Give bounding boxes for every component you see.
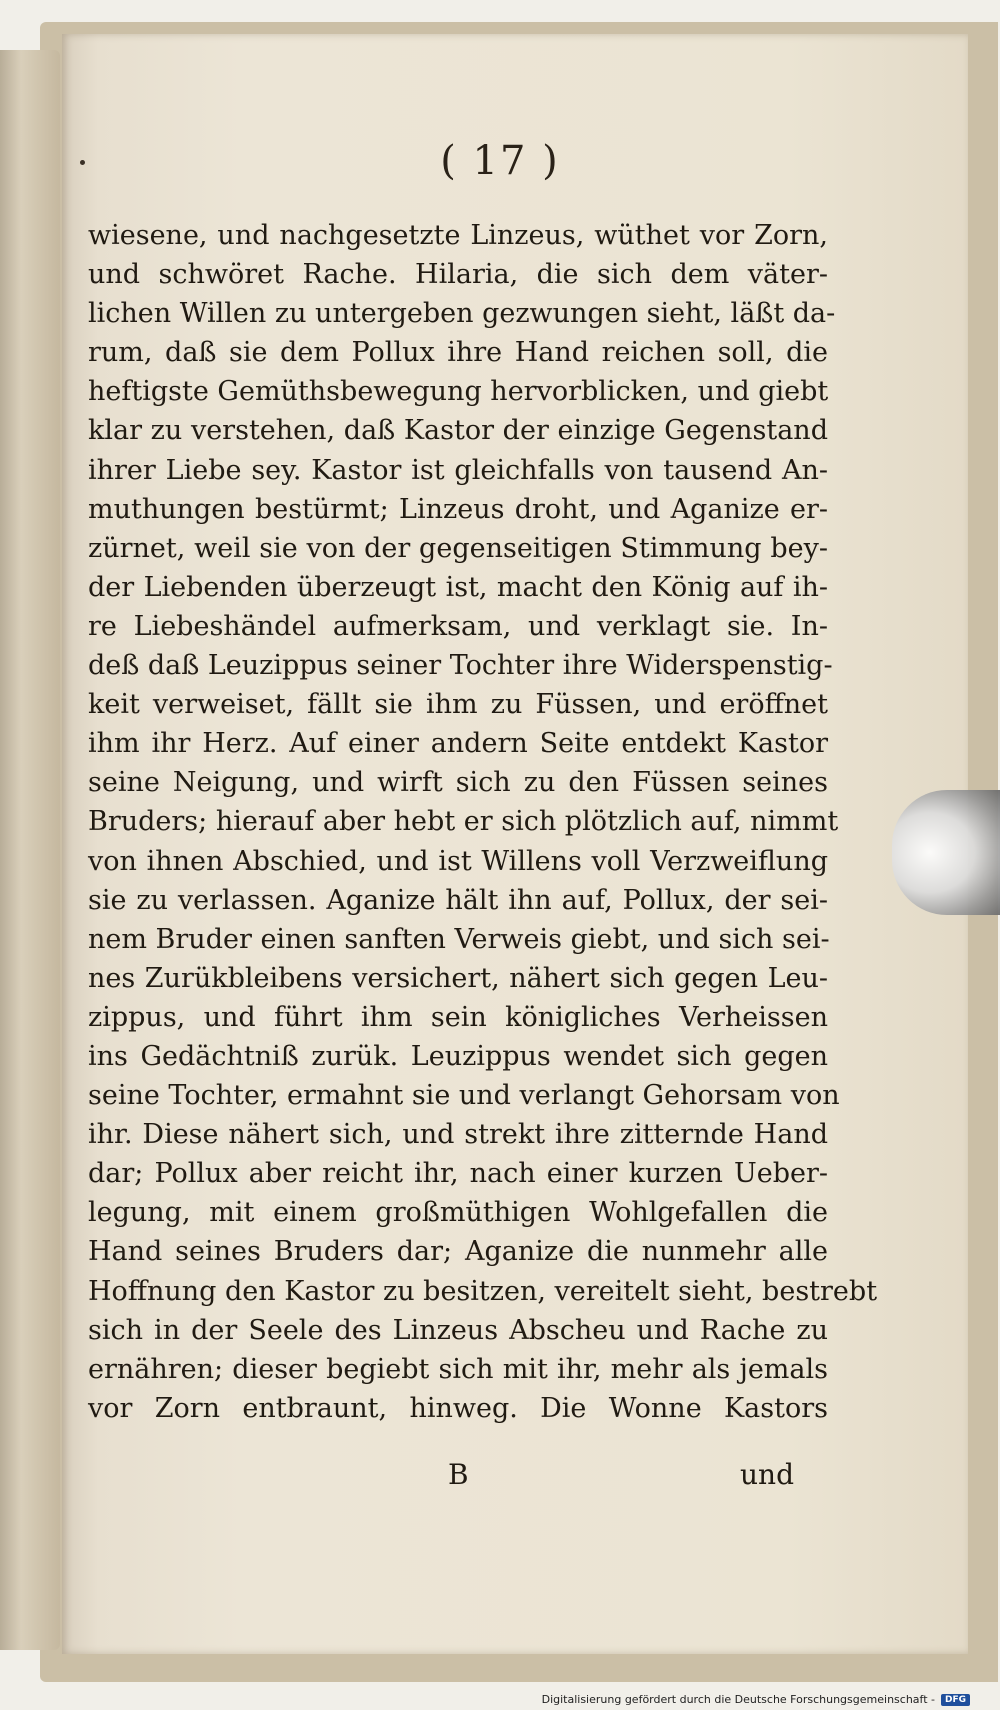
text-line: seine Neigung, und wirft sich zu den Füssen seines — [88, 767, 828, 799]
text-line: dar; Pollux aber reicht ihr, nach einer kurzen Ueber- — [88, 1158, 828, 1190]
body-text — [88, 216, 878, 1428]
dfg-logo-icon: DFG — [941, 1694, 970, 1706]
text-line: ihm ihr Herz. Auf einer andern Seite entdekt Kastor — [88, 728, 828, 760]
text-line: Hand seines Bruders dar; Aganize die nunmehr alle — [88, 1236, 828, 1268]
text-line: zippus, und führt ihm sein königliches Verheissen — [88, 1001, 828, 1033]
text-line: ernähren; dieser begiebt sich mit ihr, mehr als jemals — [88, 1353, 828, 1385]
signature-mark: B — [448, 1458, 469, 1491]
text-line: re Liebeshändel aufmerksam, und verklagt sie. In- — [88, 610, 828, 642]
footer-credit: Digitalisierung gefördert durch die Deutsche Forschungsgemeinschaft - — [541, 1693, 935, 1706]
text-line: nes Zurükbleibens versichert, nähert sich gegen Leu- — [88, 962, 828, 994]
text-line: ins Gedächtniß zurük. Leuzippus wendet sich gegen — [88, 1040, 828, 1072]
page-number: ( 17 ) — [440, 138, 560, 184]
text-line: ihr. Diese nähert sich, und strekt ihre zitternde Hand — [88, 1119, 828, 1151]
text-line: lichen Willen zu untergeben gezwungen sieht, läßt da- — [88, 298, 836, 330]
text-line: zürnet, weil sie von der gegenseitigen Stimmung bey- — [88, 532, 828, 564]
text-line: seine Tochter, ermahnt sie und verlangt Gehorsam von — [88, 1080, 840, 1112]
facing-page-edge — [0, 50, 60, 1650]
digitization-footer — [542, 1693, 970, 1706]
text-line: vor Zorn entbraunt, hinweg. Die Wonne Kastors — [88, 1392, 828, 1424]
text-line: Hoffnung den Kastor zu besitzen, vereitelt sieht, bestrebt — [88, 1275, 878, 1307]
text-line: legung, mit einem großmüthigen Wohlgefallen die — [88, 1197, 828, 1229]
text-line: sich in der Seele des Linzeus Abscheu und Rache zu — [88, 1314, 828, 1346]
text-line: heftigste Gemüthsbewegung hervorblicken, und giebt — [88, 376, 829, 408]
text-line: der Liebenden überzeugt ist, macht den König auf ih- — [88, 571, 828, 603]
text-line: sie zu verlassen. Aganize hält ihn auf, Pollux, der sei- — [88, 884, 828, 916]
text-line: deß daß Leuzippus seiner Tochter ihre Widerspenstig- — [88, 650, 833, 682]
catchword: und — [740, 1458, 794, 1491]
text-line: nem Bruder einen sanften Verweis giebt, und sich sei- — [88, 923, 830, 955]
text-line: klar zu verstehen, daß Kastor der einzige Gegenstand — [88, 415, 828, 447]
text-line: keit verweiset, fällt sie ihm zu Füssen, und eröffnet — [88, 689, 828, 721]
text-line: von ihnen Abschied, und ist Willens voll Verzweiflung — [88, 845, 828, 877]
text-line: ihrer Liebe sey. Kastor ist gleichfalls von tausend An- — [88, 454, 828, 486]
text-line: wiesene, und nachgesetzte Linzeus, wüthet vor Zorn, — [88, 220, 828, 251]
text-line: muthungen bestürmt; Linzeus droht, und Aganize er- — [88, 493, 828, 525]
text-line: Bruders; hierauf aber hebt er sich plötzlich auf, nimmt — [88, 806, 839, 838]
text-line: und schwöret Rache. Hilaria, die sich dem väter- — [88, 259, 828, 291]
text-line: rum, daß sie dem Pollux ihre Hand reichen soll, die — [88, 337, 828, 369]
page-clip — [892, 790, 1000, 915]
